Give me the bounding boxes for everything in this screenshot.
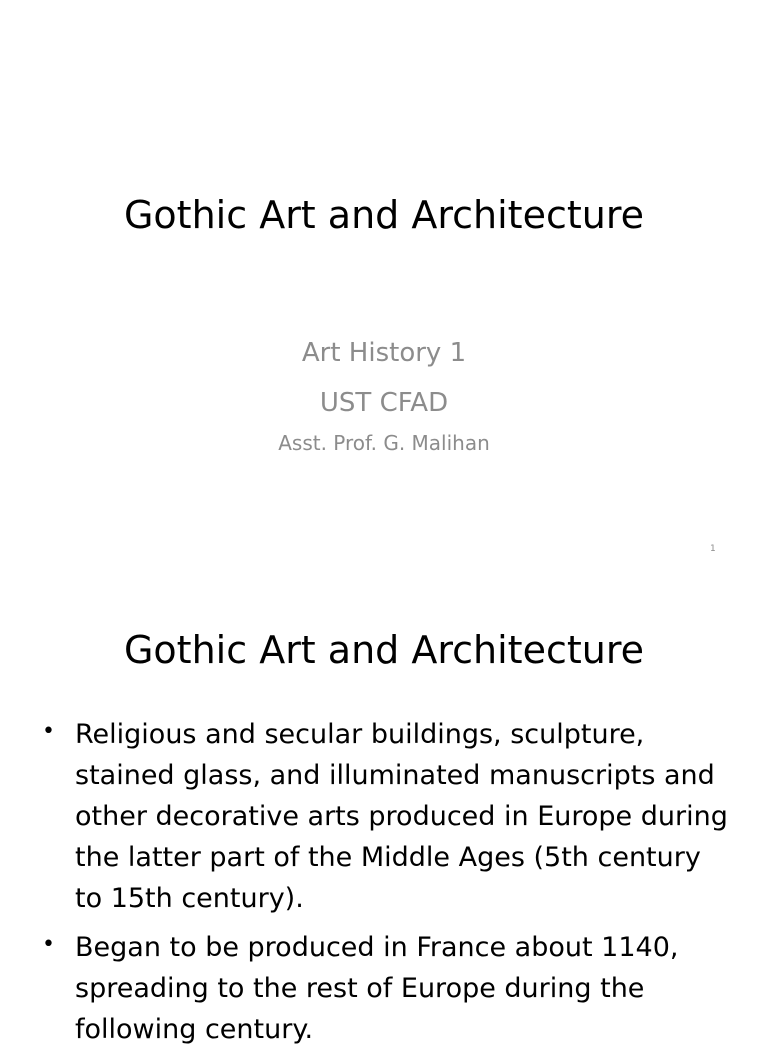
slide-title: Gothic Art and Architecture	[123, 193, 644, 237]
bullet-text: Began to be produced in France about 1140, spreading to the rest of Europe during the following century.	[75, 932, 679, 1045]
bullet-icon: •	[42, 719, 55, 744]
slide-page-number: 1	[710, 544, 716, 554]
bullet-item	[42, 714, 732, 919]
content-slide	[0, 576, 768, 1045]
course-name: Art History 1	[301, 338, 467, 368]
instructor-name: Asst. Prof. G. Malihan	[278, 431, 490, 455]
bullet-list	[42, 714, 732, 1058]
bullet-text: Religious and secular buildings, sculpture, stained glass, and illuminated manuscripts and other decorative arts produced in Europe during the latter part of the Middle Ages (5th century to 15th century).	[75, 719, 728, 914]
bullet-item	[42, 927, 732, 1050]
slide-title: Gothic Art and Architecture	[123, 628, 644, 672]
bullet-icon: •	[42, 932, 55, 957]
institution-name: UST CFAD	[319, 388, 449, 418]
